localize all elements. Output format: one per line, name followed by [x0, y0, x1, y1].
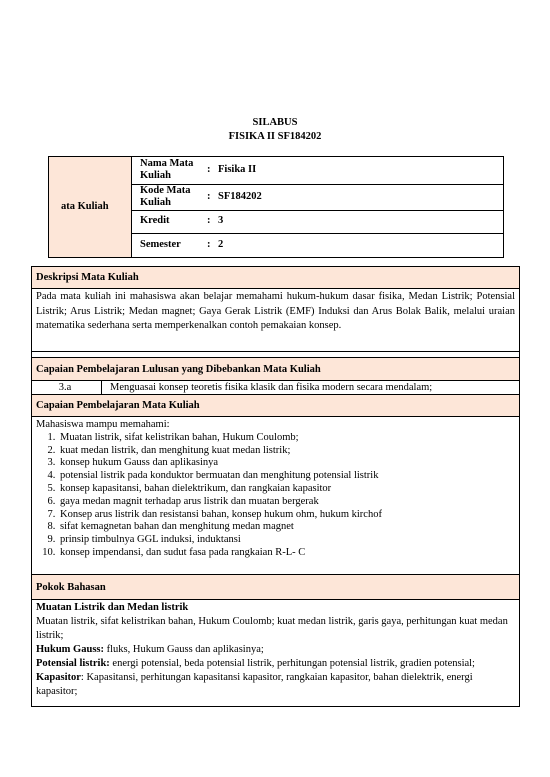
cpmk-list [36, 432, 515, 560]
info-colon: : [207, 239, 211, 250]
syllabus-table [31, 266, 520, 707]
info-label: Nama Mata Kuliah [140, 158, 194, 181]
pokok-line1: Muatan listrik, sifat kelistrikan bahan, Hukum Coulomb; kuat medan listrik, garis gaya, perhitungan kuat medan listrik; [36, 616, 508, 641]
deskripsi-heading: Deskripsi Mata Kuliah [32, 267, 519, 289]
info-row-kredit [132, 211, 503, 234]
info-value: SF184202 [218, 191, 262, 202]
cpmk-item: 9. prinsip timbulnya GGL induksi, induktansi [58, 534, 515, 547]
info-row-kode [132, 185, 503, 211]
cpmk-item: 7. Konsep arus listrik dan resistansi bahan, konsep hukum ohm, hukum kirchof [58, 509, 515, 522]
cpl-heading: Capaian Pembelajaran Lulusan yang Dibebankan Mata Kuliah [32, 358, 519, 381]
cpmk-intro: Mahasiswa mampu memahami: [36, 419, 170, 430]
pokok-gauss: Hukum Gauss: fluks, Hukum Gauss dan aplikasinya; [36, 644, 264, 655]
pokok-subheading: Muatan Listrik dan Medan listrik [36, 602, 189, 613]
pokok-body [32, 600, 519, 700]
deskripsi-text: Pada mata kuliah ini mahasiswa akan belajar memahami hukum-hukum dasar fisika, Medan Listrik; Potensial Listrik; Arus Listrik; Medan magnet; Gaya Gerak Listrik (EMF) Induksi dan Arus Bolak Balik, melalui uraian matematika sederhana serta memperkenalkan contoh pemakaian konsep. [32, 289, 519, 352]
info-label: Kode Mata Kuliah [140, 185, 191, 208]
course-info-table [48, 156, 504, 258]
cpmk-item: 1. Muatan listrik, sifat kelistrikan bahan, Hukum Coulomb; [58, 432, 515, 445]
cpmk-body [32, 417, 519, 575]
info-value: 2 [218, 239, 224, 250]
cpl-row [32, 381, 519, 395]
cpl-divider [101, 380, 102, 394]
cpl-text: Menguasai konsep teoretis fisika klasik dan fisika modern secara mendalam; [110, 382, 433, 393]
cpmk-item: 5. konsep kapasitansi, bahan dielektrikum, dan rangkaian kapasitor [58, 483, 515, 496]
cpmk-item: 10. konsep impendansi, dan sudut fasa pada rangkaian R-L- C [58, 547, 515, 560]
info-label: Kredit [140, 215, 170, 226]
left-cell-label: ata Kuliah [61, 201, 109, 212]
info-colon: : [207, 215, 211, 226]
cpmk-item: 8. sifat kemagnetan bahan dan menghitung medan magnet [58, 521, 515, 534]
info-row-nama [132, 157, 503, 185]
info-value: Fisika II [218, 164, 257, 175]
cpl-code: 3.a [58, 382, 72, 393]
cpmk-item: 4. potensial listrik pada konduktor bermuatan dan menghitung potensial listrik [58, 470, 515, 483]
cpmk-item: 6. gaya medan magnit terhadap arus listrik dan muatan bergerak [58, 496, 515, 509]
cpmk-item: 2. kuat medan listrik, dan menghitung kuat medan listrik; [58, 445, 515, 458]
course-info-left-cell [49, 157, 132, 257]
pokok-potensial: Potensial listrik: energi potensial, beda potensial listrik, perhitungan potensial listrik, gradien potensial; [36, 658, 475, 669]
cpmk-heading: Capaian Pembelajaran Mata Kuliah [32, 395, 519, 417]
document-title: SILABUS [252, 117, 298, 128]
info-colon: : [207, 164, 211, 175]
info-colon: : [207, 191, 211, 202]
pokok-heading: Pokok Bahasan [32, 575, 519, 600]
cpmk-item: 3. konsep hukum Gauss dan aplikasinya [58, 457, 515, 470]
info-label: Semester [140, 239, 181, 250]
info-row-semester [132, 234, 503, 257]
document-subtitle: FISIKA II SF184202 [228, 131, 322, 142]
info-value: 3 [218, 215, 224, 226]
pokok-kapasitor: Kapasitor: Kapasitansi, perhitungan kapasitansi kapasitor, rangkaian kapasitor, bahan dielektrik, energi kapasitor; [36, 672, 473, 697]
